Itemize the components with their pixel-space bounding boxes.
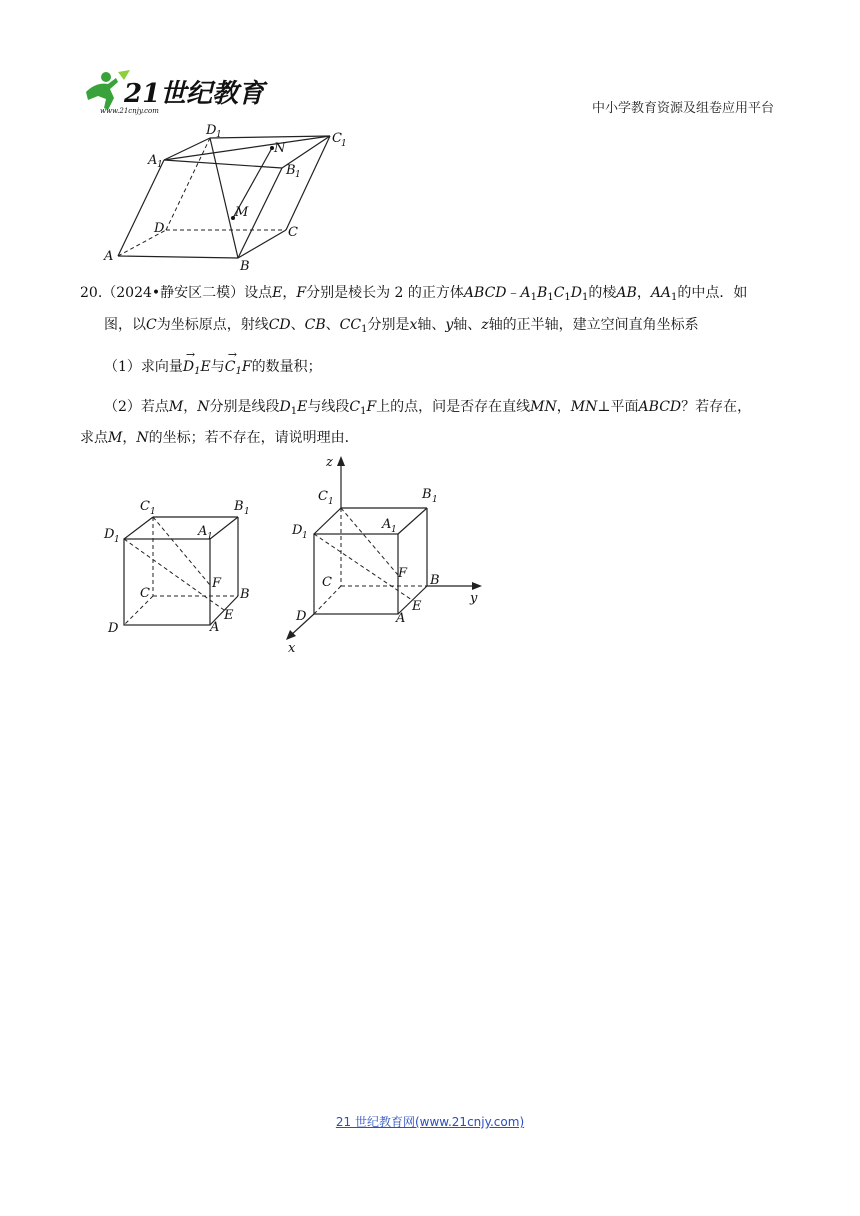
z-arrow-icon — [337, 456, 345, 466]
var-n: N — [136, 430, 149, 446]
label-b1-sub: 1 — [295, 170, 301, 180]
label-b: B — [430, 573, 440, 588]
label-d1: D — [104, 527, 115, 542]
problem-source: （2024•静安区二模） — [102, 285, 245, 301]
label-d1: D — [206, 123, 217, 138]
parallelepiped-figure — [100, 118, 360, 274]
sub: 1 — [547, 292, 554, 303]
label-c: C — [140, 586, 150, 601]
var-cb: CB — [304, 317, 326, 333]
problem-20-line1 — [80, 283, 747, 308]
var-cc: CC — [339, 317, 362, 333]
site-logo — [78, 70, 265, 115]
label-m: M — [235, 205, 249, 220]
problem-20-line2 — [104, 315, 699, 340]
var-e: E — [297, 399, 308, 415]
var-y: y — [445, 317, 454, 333]
text: 为坐标原点，射线 — [156, 317, 269, 333]
var-f: F — [366, 399, 377, 415]
label-d: D — [296, 609, 307, 624]
text: 的棱 — [588, 285, 617, 301]
var-mn: MN — [570, 399, 598, 415]
sub: 1 — [582, 292, 589, 303]
sub: 1 — [235, 366, 242, 377]
var-z: z — [481, 317, 489, 333]
sub: 1 — [328, 497, 334, 507]
var-c: C — [553, 285, 565, 301]
sub: 1 — [290, 406, 298, 417]
label-a1-sub: 1 — [157, 160, 163, 170]
vector-c1f — [225, 357, 252, 382]
var-m: M — [108, 430, 123, 446]
var-m: M — [168, 399, 184, 415]
text: 轴、 — [417, 317, 446, 333]
var-d: D — [279, 399, 291, 415]
label-d: D — [154, 221, 165, 236]
sub: 1 — [360, 406, 367, 417]
sub: 1 — [391, 525, 397, 535]
label-a: A — [210, 620, 220, 635]
var-mn: MN — [530, 399, 557, 415]
label-b: B — [240, 259, 250, 274]
var-d: D — [570, 285, 583, 301]
var-aa: AA — [650, 285, 672, 301]
var-c: C — [224, 359, 236, 375]
footer — [0, 1113, 860, 1130]
logo-text: 21世纪教育 — [124, 79, 265, 109]
cube-figure-right — [282, 452, 488, 654]
text: ， — [122, 430, 137, 446]
var-ab: AB — [616, 285, 637, 301]
label-a1: A — [382, 517, 392, 532]
sub: 1 — [361, 324, 368, 335]
var-f: F — [296, 285, 307, 301]
sub: 1 — [302, 531, 308, 541]
label-c1: C — [140, 499, 150, 514]
label-e: E — [412, 599, 422, 614]
text: ， — [636, 285, 651, 301]
label-b: B — [240, 587, 250, 602]
label-c1: C — [332, 131, 342, 146]
y-arrow-icon — [472, 582, 482, 590]
text: 轴、 — [453, 317, 482, 333]
label-c: C — [322, 575, 332, 590]
var-n: N — [197, 399, 210, 415]
label-x: x — [288, 641, 296, 656]
site-tagline: 中小学教育资源及组卷应用平台 — [591, 101, 774, 116]
label-z: z — [326, 455, 333, 470]
label-c: C — [288, 225, 298, 240]
text: （1）求向量 — [104, 359, 183, 375]
question-1 — [104, 357, 322, 382]
label-n: N — [274, 141, 286, 156]
sub: 1 — [207, 532, 213, 542]
question-2-line2 — [80, 428, 359, 448]
text: ， — [183, 399, 198, 415]
text: 求点 — [80, 430, 108, 446]
label-a: A — [104, 249, 114, 264]
label-y: y — [470, 591, 478, 606]
var-e: E — [200, 359, 211, 375]
vector-d1e — [183, 357, 211, 382]
text: 图，以 — [104, 317, 146, 333]
text: 分别是线段 — [209, 399, 280, 415]
label-b1: B — [422, 487, 432, 502]
sub: 1 — [564, 292, 571, 303]
text: 的中点．如 — [677, 285, 748, 301]
cube-figure-left — [100, 490, 270, 638]
label-b1: B — [234, 499, 244, 514]
label-d: D — [108, 621, 119, 636]
var-abcd: ABCD — [463, 285, 507, 301]
var-cd: CD — [268, 317, 291, 333]
label-f: F — [398, 566, 408, 581]
var-c: C — [146, 317, 157, 333]
var-a: A — [520, 285, 531, 301]
text: 与线段 — [307, 399, 350, 415]
text: ， — [282, 285, 297, 301]
var-f: F — [241, 359, 252, 375]
sub: 1 — [114, 535, 120, 545]
label-b1: B — [286, 163, 296, 178]
text: 、 — [325, 317, 340, 333]
sub: 1 — [244, 507, 250, 517]
text: 分别是棱长为 2 的正方体 — [306, 285, 464, 301]
text: ﹣ — [506, 285, 521, 301]
label-f: F — [212, 576, 222, 591]
label-d1-sub: 1 — [216, 130, 222, 140]
text: ？若存在， — [681, 399, 752, 415]
problem-number: 20. — [80, 285, 103, 301]
var-x: x — [409, 317, 418, 333]
text: 的数量积； — [251, 359, 322, 375]
text: 的坐标；若不存在，请说明理由． — [148, 430, 359, 446]
label-c1: C — [318, 489, 328, 504]
text: （2）若点 — [104, 399, 169, 415]
var-e: E — [272, 285, 283, 301]
text: ， — [556, 399, 571, 415]
text: ⊥平面 — [597, 399, 639, 415]
text: 上的点，问是否存在直线 — [376, 399, 531, 415]
text: 设点 — [244, 285, 273, 301]
question-2-line1 — [104, 397, 751, 422]
sub: 1 — [432, 495, 438, 505]
label-a1: A — [198, 524, 208, 539]
logo-url: www.21cnjy.com — [100, 107, 159, 115]
text: 与 — [210, 359, 225, 375]
label-c1-sub: 1 — [341, 139, 347, 149]
text: 分别是 — [367, 317, 410, 333]
var-abcd: ABCD — [638, 399, 682, 415]
label-e: E — [224, 608, 234, 623]
label-a: A — [396, 611, 406, 626]
var-c: C — [349, 399, 361, 415]
sub: 1 — [530, 292, 538, 303]
text: 、 — [290, 317, 305, 333]
footer-link[interactable]: 21 世纪教育网(www.21cnjy.com) — [335, 1115, 525, 1129]
label-a1: A — [148, 153, 158, 168]
sub: 1 — [150, 507, 156, 517]
text: 轴的正半轴，建立空间直角坐标系 — [488, 317, 699, 333]
sub: 1 — [194, 366, 201, 377]
sub: 1 — [671, 292, 678, 303]
var-b: B — [537, 285, 548, 301]
var-d: D — [182, 359, 195, 375]
label-d1: D — [292, 523, 303, 538]
